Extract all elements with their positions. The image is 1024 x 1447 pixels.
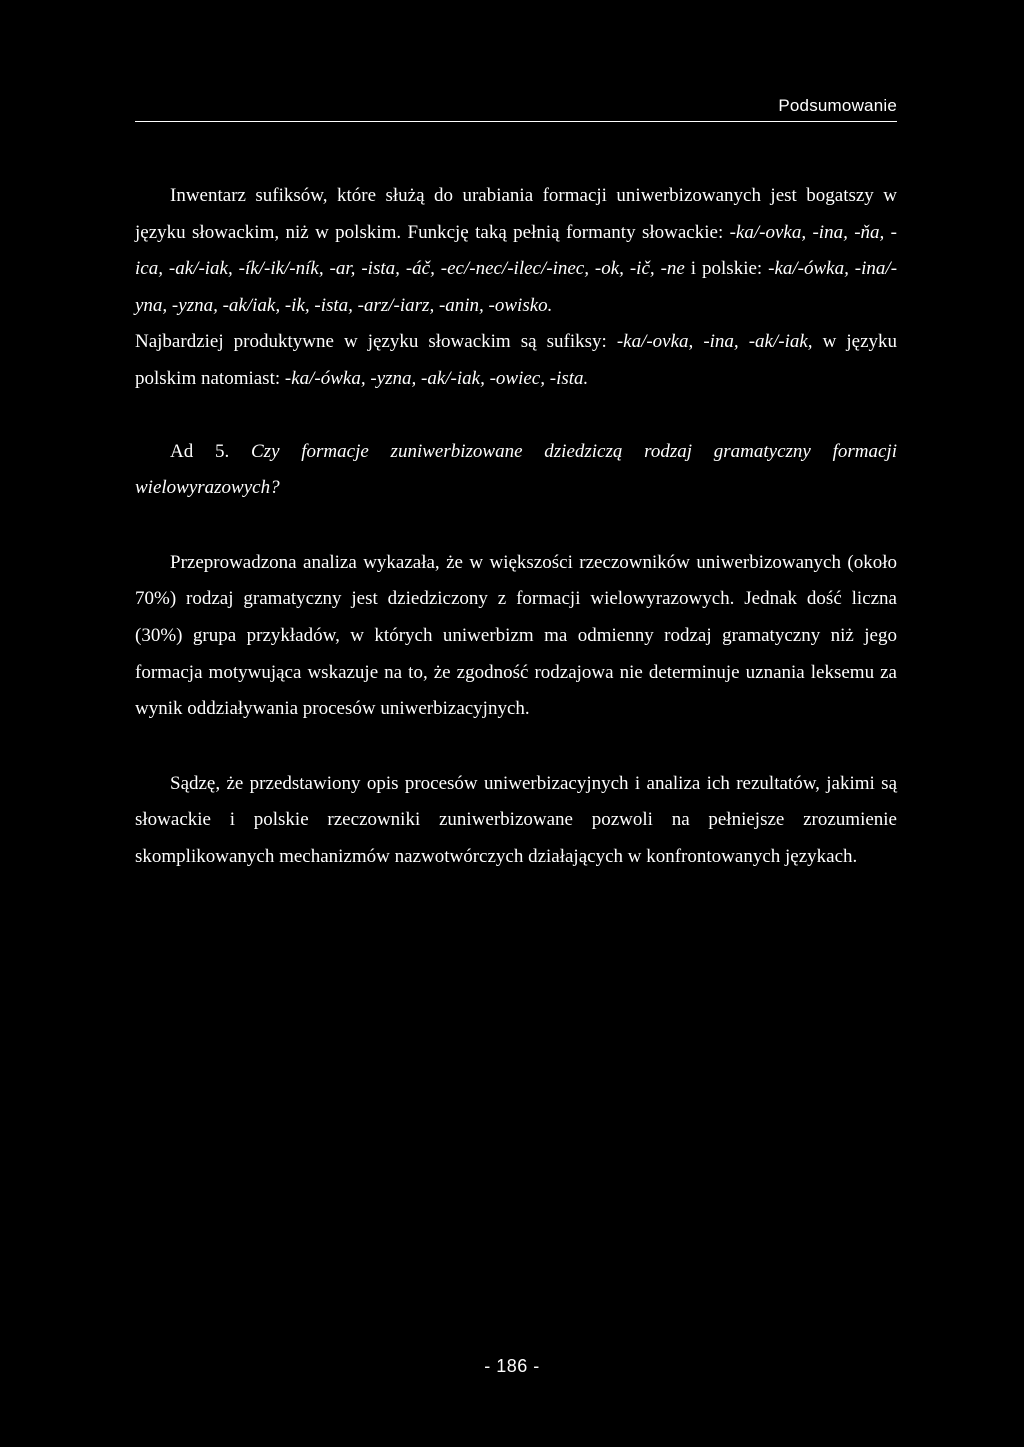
productive-text-1: Najbardziej produktywne w języku słowackim są sufiksy: (135, 331, 617, 353)
polish-suffix-list: -ka/-ówka, -ina/-yna, -yzna, -ak/iak, -ik, -ista, -arz/-iarz, -anin, -owisko. (135, 258, 898, 316)
question-label: Ad 5. (170, 440, 230, 462)
productive-polish-suffixes: -ka/-ówka, -yzna, -ak/-iak, -owiec, -ista. (284, 367, 589, 389)
paragraph-analysis-result: Przeprowadzona analiza wykazała, że w większości rzeczowników uniwerbizowanych (około 70%) rodzaj gramatyczny jest dziedziczony z formacji wielowyrazowych. Jednak dość liczna (30%) grupa przykładów, w których uniwerbizm ma odmienny rodzaj gramatyczny niż jego formacja motywująca wskazuje na to, że zgodność rodzajowa nie determinuje uznania leksemu za wynik oddziaływania procesów uniwerbizacyjnych. (135, 551, 897, 720)
spacer (135, 507, 897, 545)
suffix-inventory-text-2: i polskie: (684, 258, 769, 280)
question-text: Czy formacje zuniwerbizowane dziedziczą rodzaj gramatyczny formacji wielowyrazowych? (135, 440, 897, 499)
productive-text-2: w języku polskim natomiast: (135, 331, 897, 389)
page-number: - 186 - (484, 1356, 540, 1376)
header-rule (135, 121, 897, 122)
research-question-ad5 (135, 434, 897, 507)
suffix-inventory-text-1: Inwentarz sufiksów, które służą do urabiania formacji uniwerbizowanych jest bogatszy w języku słowackim, niż w polskim. Funkcję taką pełnią formanty słowackie: (135, 185, 897, 243)
productive-slovak-suffixes: -ka/-ovka, -ina, -ak/-iak, (616, 331, 813, 353)
page-header (135, 96, 897, 122)
running-head-title: Podsumowanie (778, 96, 897, 115)
paragraph-productive-suffixes (135, 324, 897, 397)
page-body (135, 178, 897, 876)
spacer (135, 398, 897, 434)
spacer (135, 728, 897, 766)
slovak-suffix-list: -ka/-ovka, -ina, -ňa, -ica, -ak/-iak, -ík/-ik/-ník, -ar, -ista, -áč, -ec/-nec/-ilec/-inec, -ok, -ič, -ne (135, 221, 897, 280)
paragraph-suffix-inventory (135, 178, 897, 324)
paragraph-conclusion: Sądzę, że przedstawiony opis procesów uniwerbizacyjnych i analiza ich rezultatów, jakimi są słowackie i polskie rzeczowniki zuniwerbizowane pozwoli na pełniejsze zrozumienie skomplikowanych mechanizmów nazwotwórczych działających w konfrontowanych językach. (135, 772, 897, 867)
